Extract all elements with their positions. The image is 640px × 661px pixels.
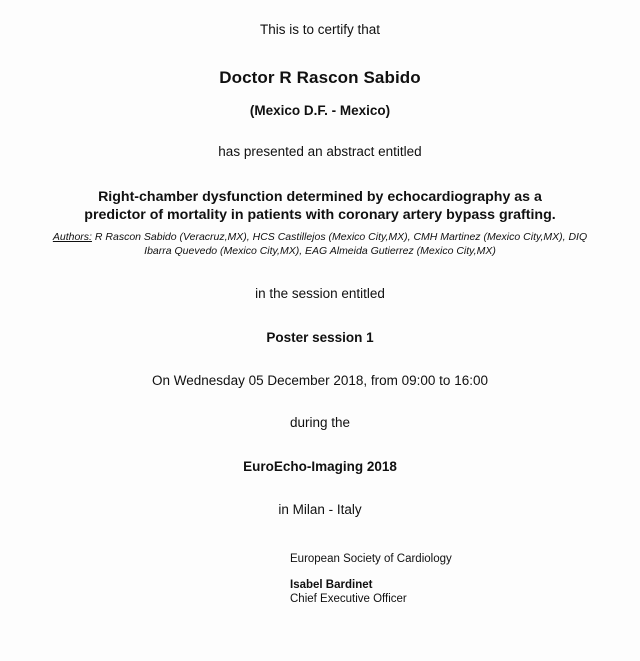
certificate-document [0,21,640,661]
authors-list: R Rascon Sabido (Veracruz,MX), HCS Castillejos (Mexico City,MX), CMH Martinez (Mexico City,MX), DIQ Ibarra Quevedo (Mexico City,MX), EAG Almeida Gutierrez (Mexico City,MX) [94,231,588,258]
signatory-organization: European Society of Cardiology [290,552,452,565]
event-location: in Milan - Italy [278,502,362,518]
recipient-origin: (Mexico D.F. - Mexico) [249,103,391,119]
event-intro-text: during the [289,414,351,430]
certify-intro-text: This is to certify that [259,22,381,37]
signatory-name: Isabel Bardinet [290,578,373,591]
authors-label: Authors: [52,231,92,244]
signature-block [0,552,640,608]
signatory-role: Chief Executive Officer [290,593,407,606]
event-name: EuroEcho-Imaging 2018 [243,459,397,475]
abstract-authors [40,231,600,259]
recipient-name: Doctor R Rascon Sabido [219,68,421,88]
presented-abstract-text: has presented an abstract entitled [218,144,422,160]
session-name: Poster session 1 [266,330,374,346]
abstract-title: Right-chamber dysfunction determined by echocardiography as a predictor of mortality in patients with coronary artery bypass grafting. [84,188,556,224]
session-date-time: On Wednesday 05 December 2018, from 09:00 to 16:00 [152,372,488,388]
session-intro-text: in the session entitled [255,286,385,302]
